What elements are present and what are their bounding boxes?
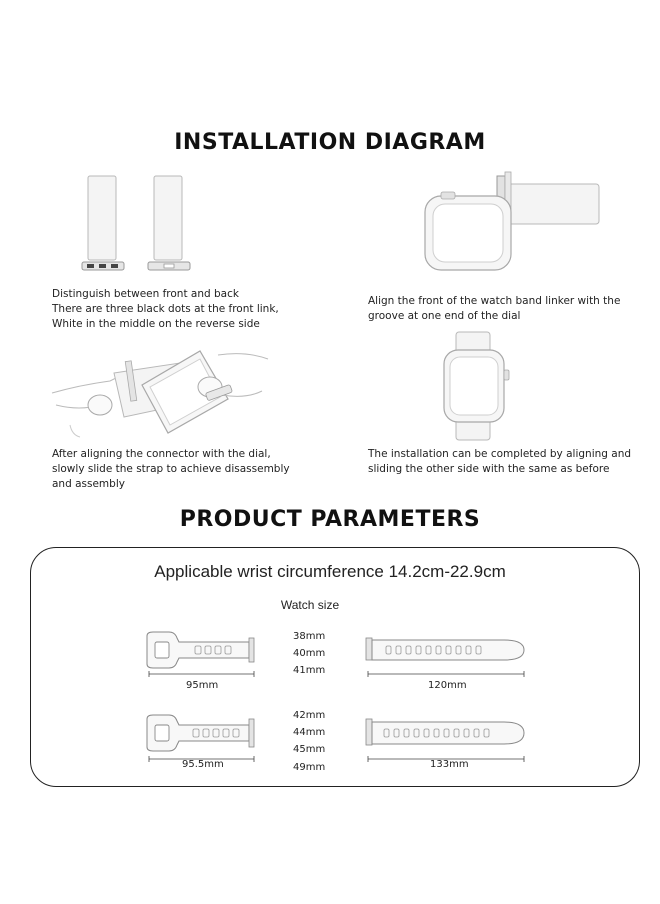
small-short-strap-illustration [145, 630, 260, 678]
product-parameters-title: PRODUCT PARAMETERS [179, 507, 481, 532]
small-long-strap-illustration [364, 630, 529, 678]
size-41mm: 41mm [293, 665, 326, 676]
small-short-length: 95mm [186, 680, 219, 691]
size-44mm: 44mm [293, 727, 326, 738]
parameters-panel [30, 547, 640, 787]
size-40mm: 40mm [293, 648, 326, 659]
strap-front-back-illustration [78, 172, 198, 277]
installation-diagram-title: INSTALLATION DIAGRAM [174, 130, 486, 155]
step-3-caption: After aligning the connector with the dial, slowly slide the strap to achieve disassembly and assembly [52, 448, 290, 490]
watch-align-illustration [415, 170, 605, 275]
small-long-length: 120mm [428, 680, 467, 691]
large-long-strap-illustration [364, 713, 529, 763]
large-short-length: 95.5mm [182, 759, 224, 770]
size-45mm: 45mm [293, 744, 326, 755]
size-38mm: 38mm [293, 631, 326, 642]
size-42mm: 42mm [293, 710, 326, 721]
step-1-caption: Distinguish between front and back There are three black dots at the front link, White in the middle on the reverse side [52, 288, 279, 330]
assembled-watch-illustration [436, 330, 516, 442]
large-short-strap-illustration [145, 713, 260, 763]
wrist-circumference-text: Applicable wrist circumference 14.2cm-22.9cm [154, 562, 506, 581]
large-long-length: 133mm [430, 759, 469, 770]
hands-slide-strap-illustration [50, 345, 270, 440]
size-49mm: 49mm [293, 762, 326, 773]
step-2-caption: Align the front of the watch band linker with the groove at one end of the dial [368, 295, 621, 322]
step-4-caption: The installation can be completed by aligning and sliding the other side with the same as before [368, 448, 632, 475]
watch-size-label: Watch size [280, 598, 340, 612]
